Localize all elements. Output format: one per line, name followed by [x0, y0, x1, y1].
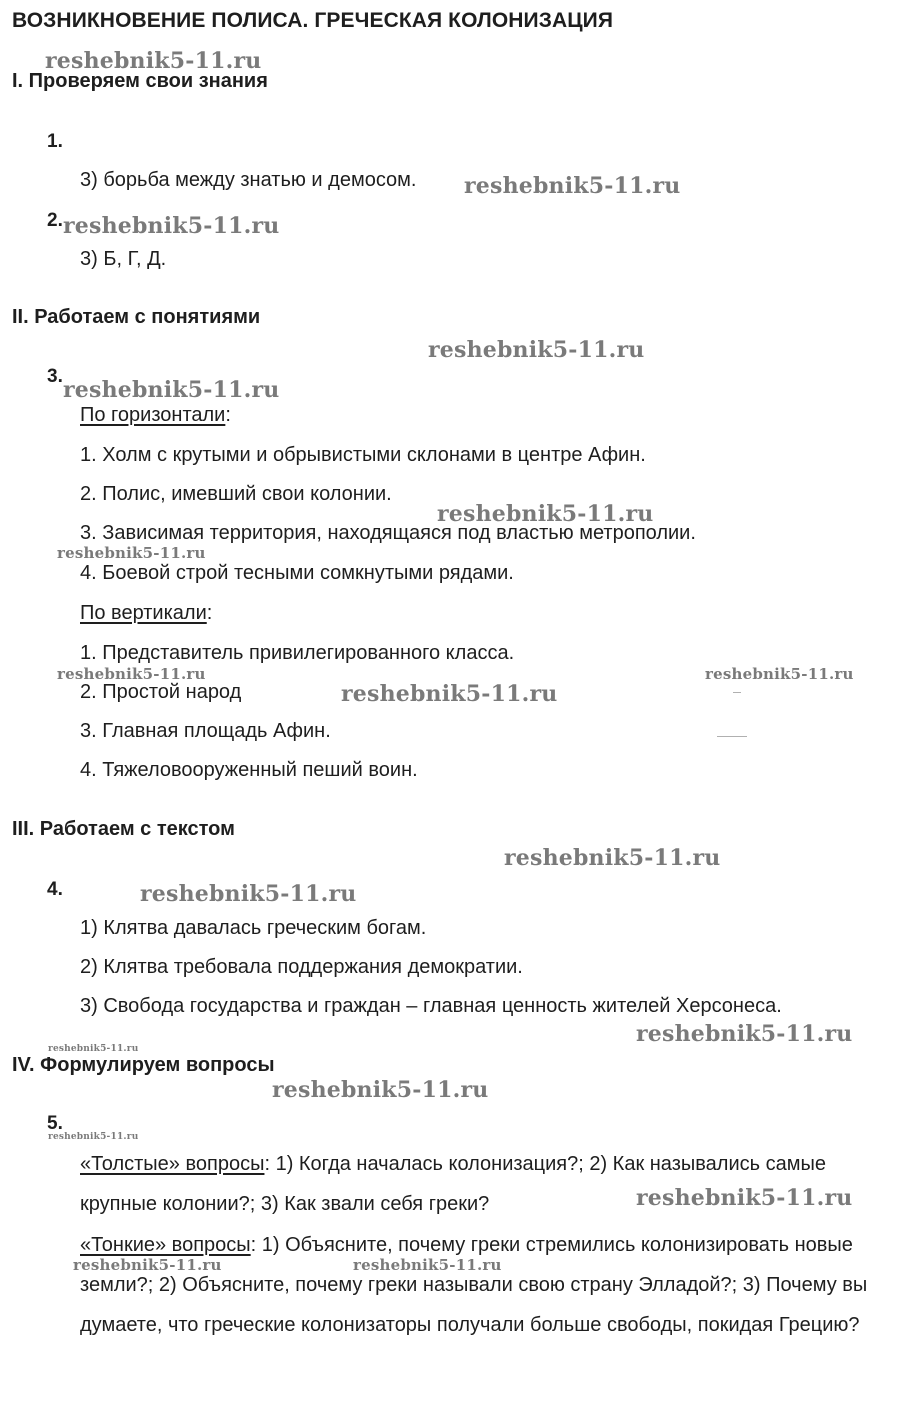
watermark: reshebnik5-11.ru	[636, 1021, 853, 1047]
watermark: reshebnik5-11.ru	[353, 1256, 502, 1274]
text-answer-item: 1) Клятва давалась греческим богам.	[80, 917, 427, 939]
vertical-label: По вертикали	[80, 602, 207, 624]
watermark: reshebnik5-11.ru	[48, 1132, 139, 1142]
question-2-answer: 3) Б, Г, Д.	[80, 248, 167, 270]
vertical-item: 2. Простой народ	[80, 681, 242, 703]
watermark: reshebnik5-11.ru	[57, 665, 206, 683]
watermark: reshebnik5-11.ru	[63, 213, 280, 239]
text-answer-item: 2) Клятва требовала поддержания демократии.	[80, 956, 523, 978]
horizontal-heading: По горизонтали:	[80, 404, 231, 426]
vertical-heading: По вертикали:	[80, 602, 213, 624]
watermark: reshebnik5-11.ru	[341, 681, 558, 707]
thin-questions-text: : 1) Объясните, почему греки стремились колонизировать новые земли?; 2) Объясните, почему греки называли свою страну Элладой?; 3) Почему вы думаете, что греческие колонизаторы получали больше свободы, покидая Грецию?	[80, 1234, 868, 1336]
question-number-3: 3.	[47, 366, 63, 387]
thick-questions-paragraph	[80, 1144, 905, 1224]
decorative-dash	[717, 736, 747, 737]
watermark: reshebnik5-11.ru	[705, 665, 854, 683]
vertical-item: 3. Главная площадь Афин.	[80, 720, 331, 742]
watermark: reshebnik5-11.ru	[57, 544, 206, 562]
section-heading-4: IV. Формулируем вопросы	[12, 1054, 275, 1076]
horizontal-item: 1. Холм с крутыми и обрывистыми склонами в центре Афин.	[80, 444, 646, 466]
question-number-4: 4.	[47, 879, 63, 900]
section-heading-3: III. Работаем с текстом	[12, 818, 235, 840]
page-title: ВОЗНИКНОВЕНИЕ ПОЛИСА. ГРЕЧЕСКАЯ КОЛОНИЗАЦИЯ	[12, 9, 614, 32]
text-answer-item: 3) Свобода государства и граждан – главная ценность жителей Херсонеса.	[80, 995, 782, 1017]
question-1-answer: 3) борьба между знатью и демосом.	[80, 169, 417, 191]
vertical-item: 4. Тяжеловооруженный пеший воин.	[80, 759, 418, 781]
question-number-5: 5.	[47, 1113, 63, 1134]
question-number-2: 2.	[47, 210, 63, 231]
horizontal-item: 3. Зависимая территория, находящаяся под властью метрополии.	[80, 522, 696, 544]
watermark: reshebnik5-11.ru	[140, 881, 357, 907]
watermark: reshebnik5-11.ru	[63, 377, 280, 403]
thick-questions-label: «Толстые» вопросы	[80, 1153, 265, 1175]
section-heading-1: I. Проверяем свои знания	[12, 70, 268, 92]
watermark: reshebnik5-11.ru	[464, 173, 681, 199]
watermark: reshebnik5-11.ru	[636, 1185, 853, 1211]
horizontal-label: По горизонтали	[80, 404, 226, 426]
watermark: reshebnik5-11.ru	[45, 48, 262, 74]
watermark: reshebnik5-11.ru	[428, 337, 645, 363]
thin-questions-label: «Тонкие» вопросы	[80, 1234, 251, 1256]
watermark: reshebnik5-11.ru	[272, 1077, 489, 1103]
question-number-1: 1.	[47, 131, 63, 152]
watermark: reshebnik5-11.ru	[437, 501, 654, 527]
watermark: reshebnik5-11.ru	[48, 1044, 139, 1054]
vertical-item: 1. Представитель привилегированного класса.	[80, 642, 515, 664]
watermark: reshebnik5-11.ru	[504, 845, 721, 871]
thin-questions-paragraph	[80, 1225, 905, 1345]
watermark: reshebnik5-11.ru	[73, 1256, 222, 1274]
horizontal-item: 2. Полис, имевший свои колонии.	[80, 483, 392, 505]
section-heading-2: II. Работаем с понятиями	[12, 306, 261, 328]
decorative-dash	[733, 692, 741, 693]
horizontal-item: 4. Боевой строй тесными сомкнутыми рядами.	[80, 562, 514, 584]
thick-questions-text: : 1) Когда началась колонизация?; 2) Как назывались самые крупные колонии?; 3) Как звали себя греки?	[80, 1153, 826, 1215]
